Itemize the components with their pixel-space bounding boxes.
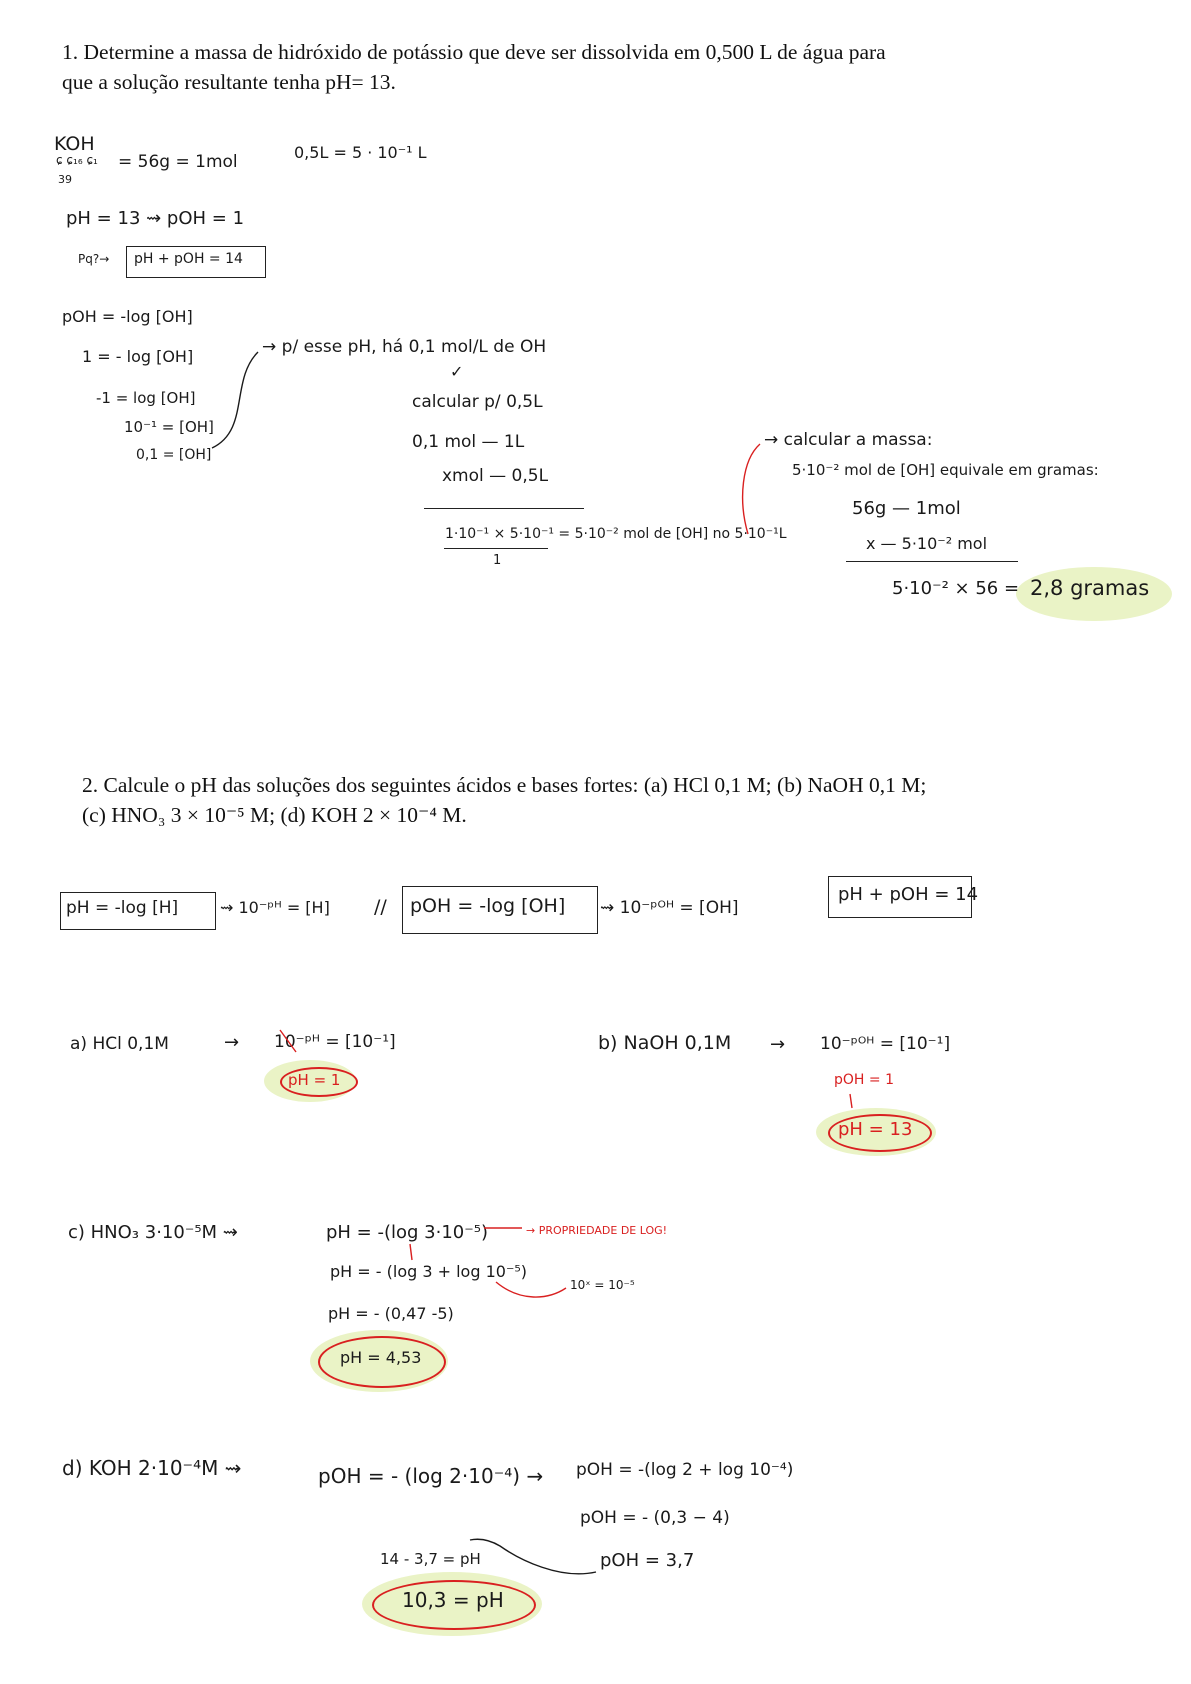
- ph-inverse: ⇝ 10⁻ᵖᴴ = [H]: [220, 898, 330, 917]
- item-a-arrow: →: [224, 1032, 240, 1053]
- item-c-exponent-note: 10ˣ = 10⁻⁵: [570, 1278, 635, 1292]
- item-b-equation: 10⁻ᵖᴼᴴ = [10⁻¹]: [820, 1034, 951, 1054]
- koh-molar-mass: = 56g = 1mol: [118, 152, 238, 172]
- question-2-line-2: (c) HNO₃ 3 × 10⁻⁵ M; (d) KOH 2 × 10⁻⁴ M.: [82, 803, 467, 827]
- rule-of-three-1: 0,1 mol — 1L: [412, 432, 525, 452]
- koh-formula: KOH: [54, 133, 95, 155]
- log-step-2: 1 = - log [OH]: [82, 347, 194, 366]
- question-1-line-2: que a solução resultante tenha pH= 13.: [62, 70, 396, 94]
- mass-rule-2: x — 5·10⁻² mol: [866, 534, 988, 553]
- ph-to-poh: pH = 13 ⇝ pOH = 1: [66, 208, 245, 229]
- item-c-log-property-note: → PROPRIEDADE DE LOG!: [526, 1224, 668, 1237]
- ph-sum-text: pH + pOH = 14: [134, 251, 243, 267]
- log-step-3: -1 = log [OH]: [96, 389, 196, 407]
- ph-definition: pH = -log [H]: [66, 898, 179, 918]
- c-red-down-arrow: [410, 1244, 412, 1260]
- note-oh-concentration: → p/ esse pH, há 0,1 mol/L de OH: [262, 337, 547, 357]
- rule-denominator: 1: [493, 553, 502, 568]
- q1-result-arrow: [743, 444, 760, 534]
- rule-divider: [424, 508, 584, 509]
- item-a-equation: 10⁻ᵖᴴ = [10⁻¹]: [274, 1032, 396, 1052]
- mass-calc: 5·10⁻² × 56 =: [892, 578, 1020, 599]
- question-2-text: [82, 770, 1182, 830]
- d-connector-arrow: [470, 1539, 596, 1574]
- mass-title: → calcular a massa:: [764, 430, 933, 450]
- mass-answer: 2,8 gramas: [1030, 576, 1150, 600]
- item-d-line-3: pOH = 3,7: [600, 1550, 695, 1571]
- item-c-line-1: pH = -(log 3·10⁻⁵): [326, 1222, 488, 1243]
- rule-fraction-bar: [444, 548, 548, 549]
- log-step-4: 10⁻¹ = [OH]: [124, 418, 214, 436]
- item-a-answer: pH = 1: [288, 1071, 341, 1089]
- b-red-down-arrow: [850, 1094, 852, 1108]
- item-d-line-1b: pOH = -(log 2 + log 10⁻⁴): [576, 1460, 794, 1480]
- question-1-line-1: 1. Determine a massa de hidróxido de potássio que deve ser dissolvida em 0,500 L de água para: [62, 40, 886, 64]
- item-c-line-3: pH = - (0,47 -5): [328, 1304, 454, 1323]
- volume-conversion: 0,5L = 5 · 10⁻¹ L: [294, 143, 427, 162]
- mass-line: 5·10⁻² mol de [OH] equivale em gramas:: [792, 461, 1099, 479]
- koh-atomic-masses: ɕ ɕ₁₆ ɕ₁: [56, 153, 98, 167]
- question-1-text: [62, 37, 1062, 97]
- item-b-answer: pH = 13: [838, 1119, 913, 1140]
- item-a-label: a) HCl 0,1M: [70, 1034, 169, 1054]
- mass-divider: [846, 561, 1018, 562]
- c-red-curve-arrow: [496, 1282, 566, 1297]
- rule-result: 1·10⁻¹ × 5·10⁻¹ = 5·10⁻² mol de [OH] no 5·10⁻¹L: [445, 526, 787, 542]
- calc-for-volume: calcular p/ 0,5L: [412, 392, 543, 412]
- item-d-subtraction: 14 - 3,7 = pH: [380, 1550, 481, 1568]
- item-d-answer: 10,3 = pH: [402, 1588, 504, 1612]
- item-c-answer: pH = 4,53: [340, 1348, 422, 1367]
- log-step-5: 0,1 = [OH]: [136, 447, 212, 463]
- item-c-line-2: pH = - (log 3 + log 10⁻⁵): [330, 1262, 528, 1281]
- item-b-arrow: →: [770, 1034, 786, 1055]
- rule-of-three-2: xmol — 0,5L: [442, 466, 549, 486]
- q1-left-curve-arrow: [212, 352, 258, 448]
- log-step-1: pOH = -log [OH]: [62, 307, 193, 326]
- separator: //: [374, 896, 387, 918]
- item-d-line-1: pOH = - (log 2·10⁻⁴) →: [318, 1464, 544, 1488]
- poh-definition: pOH = -log [OH]: [410, 895, 566, 917]
- question-2-line-1: 2. Calcule o pH das soluções dos seguintes ácidos e bases fortes: (a) HCl 0,1 M; (b) NaOH 0,1 M;: [82, 773, 927, 797]
- item-d-line-2: pOH = - (0,3 − 4): [580, 1508, 730, 1528]
- item-d-label: d) KOH 2·10⁻⁴M ⇝: [62, 1456, 242, 1480]
- koh-k-mass: 39: [58, 173, 72, 186]
- item-b-poh: pOH = 1: [834, 1072, 894, 1088]
- why-label: Pq?→: [78, 252, 110, 266]
- mass-rule-1: 56g — 1mol: [852, 498, 961, 519]
- check-mark: ✓: [450, 362, 464, 381]
- poh-inverse: ⇝ 10⁻ᵖᴼᴴ = [OH]: [600, 898, 739, 918]
- ph-sum-2: pH + pOH = 14: [838, 884, 979, 905]
- item-b-label: b) NaOH 0,1M: [598, 1032, 732, 1054]
- item-c-label: c) HNO₃ 3·10⁻⁵M ⇝: [68, 1222, 238, 1243]
